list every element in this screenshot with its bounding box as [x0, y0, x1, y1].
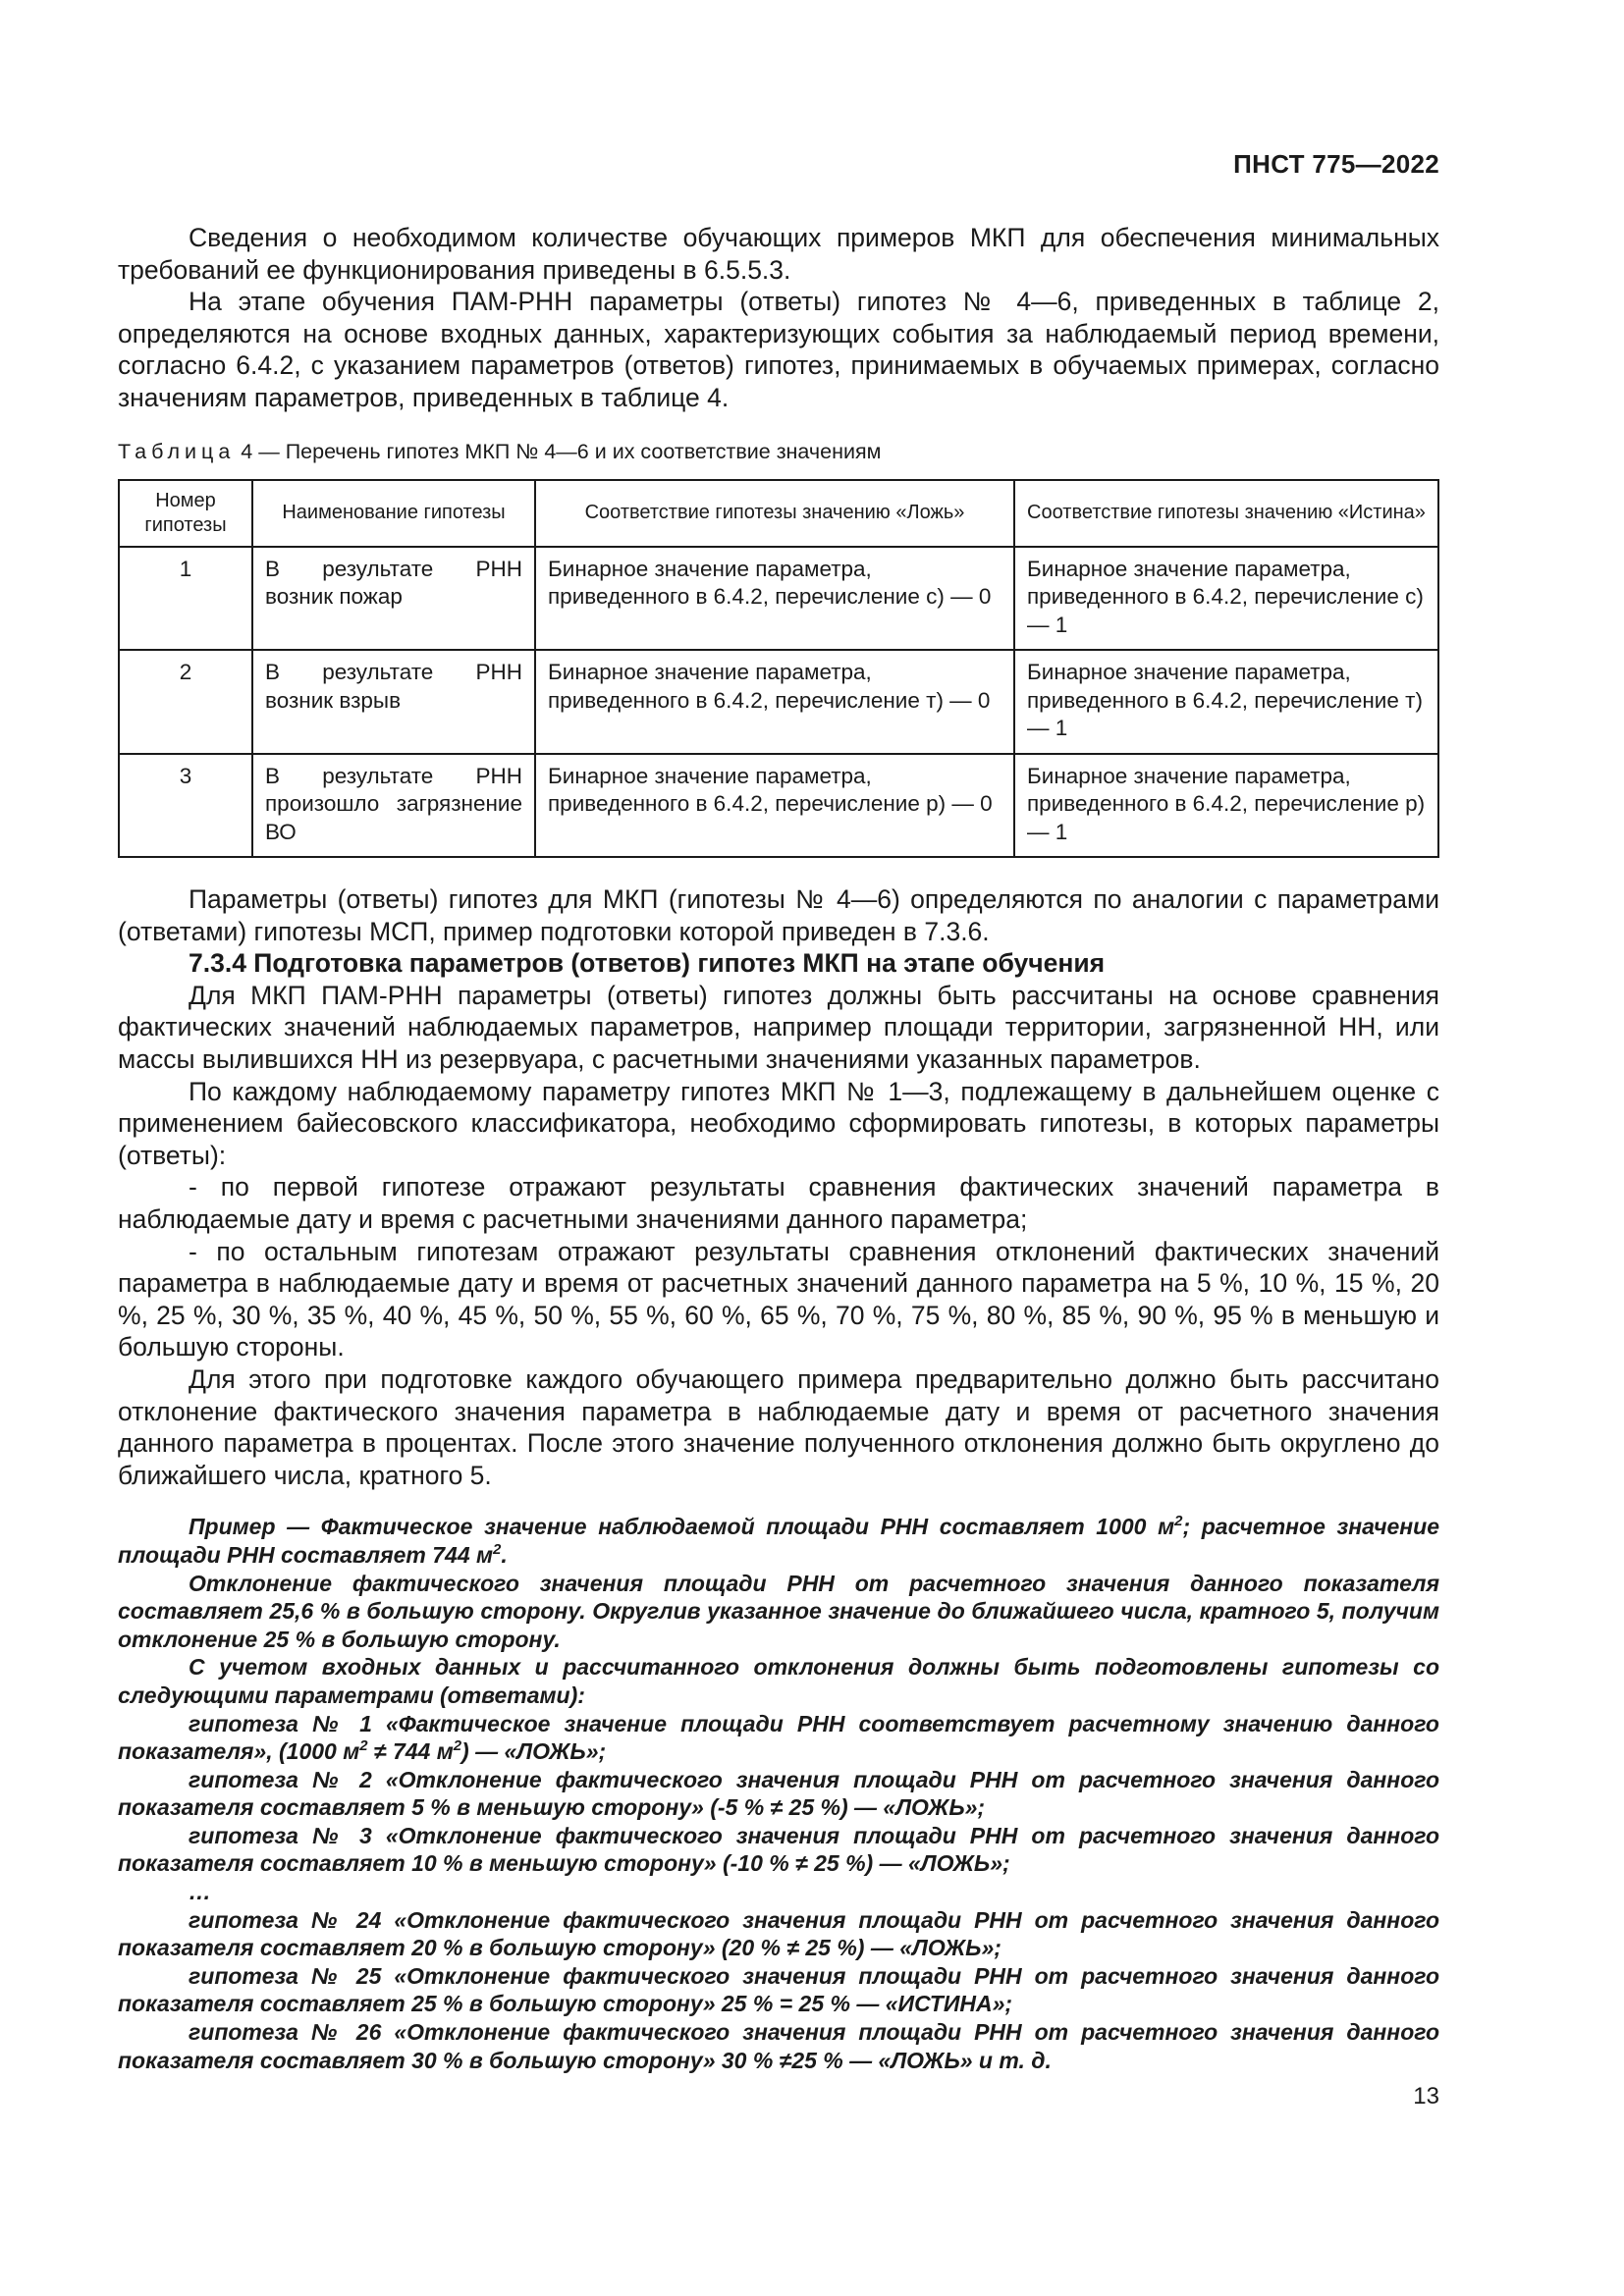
- cell-number: 1: [119, 547, 252, 651]
- ellipsis: …: [189, 1879, 211, 1905]
- hypothesis-2: гипотеза № 2 «Отклонение фактического значения площади РНН от расчетного значения данного показателя составляет 5 % в меньшую сторону» (-5 % ≠ 25 %) — «ЛОЖЬ»;: [118, 1766, 1439, 1821]
- hypothesis-3: гипотеза № 3 «Отклонение фактического значения площади РНН от расчетного значения данного показателя составляет 10 % в меньшую сторону» (-10 % ≠ 25 %) — «ЛОЖЬ»;: [118, 1822, 1439, 1877]
- table-row: [119, 650, 1438, 754]
- cell-true: Бинарное значение параметра, приведенного в 6.4.2, перечисление р) — 1: [1014, 754, 1438, 858]
- cell-number: 3: [119, 754, 252, 858]
- cell-false: Бинарное значение параметра, приведенного в 6.4.2, перечисление р) — 0: [535, 754, 1014, 858]
- hypothesis-1: гипотеза № 1 «Фактическое значение площади РНН соответствует расчетному значению данного показателя», (1000 $м^2 \ne 744$ $м^2$) — «ЛОЖЬ»;: [118, 1710, 1439, 1765]
- paragraph: Для МКП ПАМ-РНН параметры (ответы) гипотез должны быть рассчитаны на основе сравнения фактических значений наблюдаемых параметров, например площади территории, загрязненной НН, или массы вылившихся НН из резервуара, с расчетными значениями указанных параметров.: [118, 980, 1439, 1075]
- hypothesis-24: гипотеза № 24 «Отклонение фактического значения площади РНН от расчетного значения данного показателя составляет 20 % в большую сторону» (20 % ≠ 25 %) — «ЛОЖЬ»;: [118, 1906, 1439, 1961]
- cell-false: Бинарное значение параметра, приведенного в 6.4.2, перечисление с) — 0: [535, 547, 1014, 651]
- header-true: Соответствие гипотезы значению «Истина»: [1014, 480, 1438, 547]
- hypothesis-26: гипотеза № 26 «Отклонение фактического значения площади РНН от расчетного значения данного показателя составляет 30 % в большую сторону» 30 % ≠25 % — «ЛОЖЬ» и т. д.: [118, 2019, 1439, 2073]
- example-intro: Пример — Фактическое значение наблюдаемой площади РНН составляет 1000 $м^2$; расчетное значение площади РНН составляет 744 $м^2$.: [118, 1513, 1439, 1568]
- cell-true: Бинарное значение параметра, приведенного в 6.4.2, перечисление с) — 1: [1014, 547, 1438, 651]
- paragraph: По каждому наблюдаемому параметру гипотез МКП № 1—3, подлежащему в дальнейшем оценке с применением байесовского классификатора, необходимо сформировать гипотезы, в которых параметры (ответы):: [118, 1076, 1439, 1170]
- cell-name: В результате РНН возник взрыв: [252, 650, 535, 754]
- paragraph: Для этого при подготовке каждого обучающего примера предварительно должно быть рассчитано отклонение фактического значения параметра в наблюдаемые дату и время от расчетного значения данного параметра в процентах. После этого значение полученного отклонения должно быть округлено до ближайшего числа, кратного 5.: [118, 1363, 1439, 1490]
- example-paragraph: Отклонение фактического значения площади РНН от расчетного значения данного показателя составляет 25,6 % в большую сторону. Округлив указанное значение до ближайшего числа, кратного 5, получим отклонение 25 % в большую сторону.: [118, 1570, 1439, 1652]
- example-paragraph: С учетом входных данных и рассчитанного отклонения должны быть подготовлены гипотезы со следующими параметрами (ответами):: [118, 1654, 1439, 1708]
- header-name: Наименование гипотезы: [252, 480, 535, 547]
- paragraph: Параметры (ответы) гипотез для МКП (гипотезы № 4—6) определяются по аналогии с параметрами (ответами) гипотезы МСП, пример подготовки которой приведен в 7.3.6.: [118, 884, 1439, 946]
- cell-name: В результате РНН произошло загрязнение ВО: [252, 754, 535, 858]
- table-caption: [118, 438, 1439, 465]
- hypothesis-25: гипотеза № 25 «Отклонение фактического значения площади РНН от расчетного значения данного показателя составляет 25 % в большую сторону» 25 % = 25 % — «ИСТИНА»;: [118, 1962, 1439, 2017]
- cell-name: В результате РНН возник пожар: [252, 547, 535, 651]
- section-heading: 7.3.4 Подготовка параметров (ответов) гипотез МКП на этапе обучения: [189, 948, 1106, 979]
- table-row: [119, 754, 1438, 858]
- table-caption-label: Таблица: [118, 439, 236, 463]
- table-header-row: [119, 480, 1438, 547]
- paragraph: Сведения о необходимом количестве обучающих примеров МКП для обеспечения минимальных требований ее функционирования приведены в 6.5.5.3.: [118, 223, 1439, 285]
- header-number: Номер гипотезы: [119, 480, 252, 547]
- cell-true: Бинарное значение параметра, приведенного в 6.4.2, перечисление т) — 1: [1014, 650, 1438, 754]
- table-caption-text: 4 — Перечень гипотез МКП № 4—6 и их соответствие значениям: [241, 439, 882, 463]
- page-number: 13: [1413, 2083, 1439, 2109]
- hypotheses-table: [118, 479, 1439, 859]
- cell-false: Бинарное значение параметра, приведенного в 6.4.2, перечисление т) — 0: [535, 650, 1014, 754]
- paragraph: На этапе обучения ПАМ-РНН параметры (ответы) гипотез № 4—6, приведенных в таблице 2, определяются на основе входных данных, характеризующих события за наблюдаемый период времени, согласно 6.4.2, с указанием параметров (ответов) гипотез, принимаемых в обучаемых примерах, согласно значениям параметров, приведенных в таблице 4.: [118, 287, 1439, 412]
- page-content: [118, 222, 1439, 2074]
- example-block: [118, 1513, 1439, 2074]
- list-item: - по остальным гипотезам отражают результаты сравнения отклонений фактических значений параметра в наблюдаемые дату и время от расчетных значений данного параметра на 5 %, 10 %, 15 %, 20 %, 25 %, 30 %, 35 %, 40 %, 45 %, 50 %, 55 %, 60 %, 65 %, 70 %, 75 %, 80 %, 85 %, 90 %, 95 % в меньшую и большую стороны.: [118, 1236, 1439, 1362]
- header-false: Соответствие гипотезы значению «Ложь»: [535, 480, 1014, 547]
- document-code: ПНСТ 775—2022: [1233, 149, 1439, 179]
- table-row: [119, 547, 1438, 651]
- list-item: - по первой гипотезе отражают результаты сравнения фактических значений параметра в наблюдаемые дату и время с расчетными значениями данного параметра;: [118, 1172, 1439, 1234]
- cell-number: 2: [119, 650, 252, 754]
